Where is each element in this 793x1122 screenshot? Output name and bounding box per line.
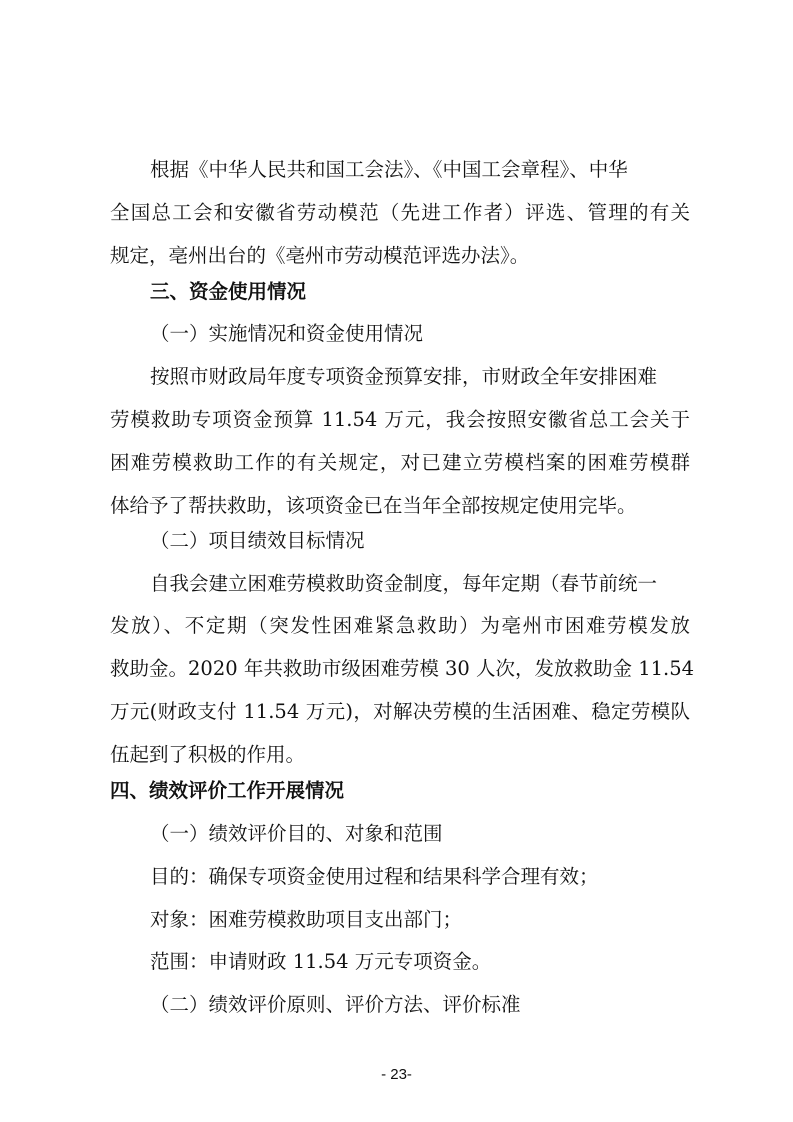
paragraph-line: 救助金。2020 年共救助市级困难劳模 30 人次，发放救助金 11.54 (110, 657, 695, 680)
paragraph-line: 根据《中华人民共和国工会法》、《中国工会章程》、中华 (150, 158, 628, 181)
subsection-heading: （二）项目绩效目标情况 (150, 529, 365, 552)
paragraph-line: 发放）、不定期（突发性困难紧急救助）为亳州市困难劳模发放 (110, 614, 690, 637)
section-heading: 三、资金使用情况 (150, 280, 307, 303)
paragraph-line: 体给予了帮扶救助，该项资金已在当年全部按规定使用完毕。 (110, 494, 637, 517)
subsection-heading: （一）绩效评价目的、对象和范围 (150, 822, 443, 845)
paragraph-line: 自我会建立困难劳模救助资金制度，每年定期（春节前统一 (150, 572, 658, 595)
paragraph-line: 万元(财政支付 11.54 万元)，对解决劳模的生活困难、稳定劳模队 (110, 700, 690, 723)
paragraph-line: 伍起到了积极的作用。 (110, 743, 306, 766)
subsection-heading: （一）实施情况和资金使用情况 (150, 322, 424, 345)
paragraph-line: 范围：申请财政 11.54 万元专项资金。 (150, 950, 492, 973)
paragraph-line: 困难劳模救助工作的有关规定，对已建立劳模档案的困难劳模群 (110, 451, 690, 474)
paragraph-line: 对象：困难劳模救助项目支出部门； (150, 908, 463, 931)
subsection-heading: （二）绩效评价原则、评价方法、评价标准 (150, 993, 521, 1016)
section-heading: 四、绩效评价工作开展情况 (110, 779, 345, 802)
paragraph-line: 规定，亳州出台的《亳州市劳动模范评选办法》。 (110, 244, 530, 267)
paragraph-line: 全国总工会和安徽省劳动模范（先进工作者）评选、管理的有关 (110, 201, 690, 224)
paragraph-line: 目的：确保专项资金使用过程和结果科学合理有效； (150, 865, 599, 888)
paragraph-line: 劳模救助专项资金预算 11.54 万元，我会按照安徽省总工会关于 (110, 408, 690, 431)
paragraph-line: 按照市财政局年度专项资金预算安排，市财政全年安排困难 (150, 365, 658, 388)
page-number: - 23- (381, 1066, 412, 1083)
